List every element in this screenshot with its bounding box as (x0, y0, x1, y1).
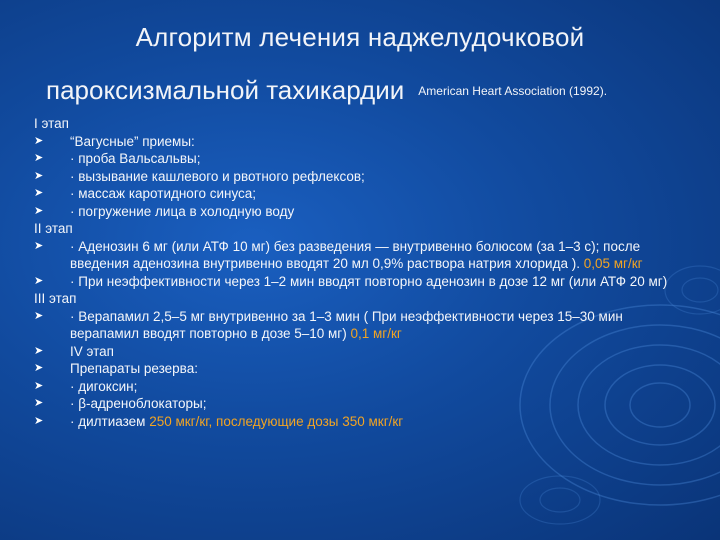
arrow-bullet-icon: ➤ (34, 134, 44, 147)
arrow-bullet-icon: ➤ (34, 187, 44, 199)
stage-2-heading: II этап (34, 221, 73, 236)
list-item: ➤ Препараты резерва: (34, 361, 198, 376)
source-citation: American Heart Association (1992). (418, 84, 608, 98)
arrow-bullet-icon: ➤ (34, 379, 44, 392)
arrow-bullet-icon: ➤ (34, 204, 44, 217)
arrow-bullet-icon: ➤ (34, 309, 44, 322)
stage-1-heading: I этап (34, 116, 69, 131)
list-item: ➤ · дигоксин; (34, 378, 138, 394)
treatment-algorithm-list (34, 115, 686, 430)
arrow-bullet-icon: ➤ (34, 274, 44, 287)
slide-title-text: пароксизмальной тахикардии (46, 75, 405, 105)
dose-highlight: 0,1 мг/кг (350, 326, 402, 341)
arrow-bullet-icon: ➤ (34, 344, 44, 357)
list-item: ➤ · β-адреноблокаторы; (34, 396, 207, 411)
list-item: ➤ · дилтиазем 250 мкг/кг, последующие дозы 350 мкг/кг (34, 413, 404, 429)
arrow-bullet-icon: ➤ (34, 362, 44, 374)
stage-3-heading: III этап (34, 291, 77, 306)
arrow-bullet-icon: ➤ (34, 239, 44, 252)
slide-title-line-1: Алгоритм лечения наджелудочковой (135, 22, 585, 52)
list-item (34, 343, 686, 361)
list-item: ➤ · Верапамил 2,5–5 мг внутривенно за 1–3 мин ( При неэффективности через 15–30 мин верапамил вводят повторно в дозе 5–10 мг) 0,1 мг/кг (34, 308, 623, 341)
dose-highlight: 0,05 мг/кг (583, 256, 643, 271)
arrow-bullet-icon: ➤ (34, 414, 44, 427)
list-item: ➤ · Аденозин 6 мг (или АТФ 10 мг) без разведения — внутривенно болюсом (за 1–3 с); после введения аденозина внутривенно вводят 20 мл 0,9% раствора натрия хлорида ). 0,05 мг/кг (34, 238, 643, 271)
arrow-bullet-icon: ➤ (34, 169, 44, 182)
stage-4-label: IV этап (70, 343, 114, 359)
list-item: ➤ “Вагусные” приемы: (34, 133, 195, 149)
list-item: ➤ · проба Вальсальвы; (34, 151, 201, 166)
slide-title-line-2 (46, 75, 607, 106)
list-item: ➤ · При неэффективности через 1–2 мин вводят повторно аденозин в дозе 12 мг (или АТФ 20 мг) (34, 273, 668, 289)
list-item: ➤ · вызывание кашлевого и рвотного рефлексов; (34, 168, 365, 184)
arrow-bullet-icon: ➤ (34, 152, 44, 164)
arrow-bullet-icon: ➤ (34, 397, 44, 409)
dose-highlight: 250 мкг/кг, последующие дозы 350 мкг/кг (149, 413, 404, 429)
list-item: ➤ · массаж каротидного синуса; (34, 186, 257, 201)
list-item: ➤ · погружение лица в холодную воду (34, 203, 295, 219)
